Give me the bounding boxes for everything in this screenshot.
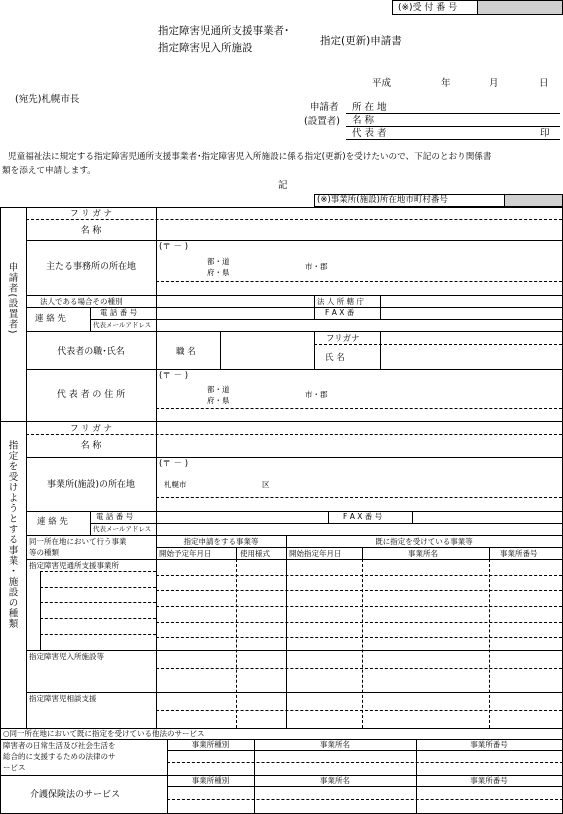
s2-name-label: 名 称 [80,441,102,451]
s1-person-name-label: 氏 名 [325,353,345,363]
s1-furigana-label: フ リ ガ ナ [69,209,113,219]
law1-number-header: 事業所番号 [470,740,508,749]
facility-section-label: 指定を受けようとする事業・施設の種類 [6,440,18,629]
s1-post-label: 職 名 [176,347,196,357]
s2-contact-label: 連 絡 先 [37,517,68,527]
date-month: 月 [489,78,499,89]
s1-postal: (〒 － ) [159,242,189,252]
s1-tel-label: 電 話 番 号 [100,308,138,317]
s2-fax-label: F A X 番 号 [343,512,383,521]
office-number-header: 事業所番号 [500,549,538,558]
s1-name-label: 名 称 [80,226,102,236]
s2-email-label: 代表メールアドレス [93,525,152,533]
s1-main-office-label: 主たる事務所の所在地 [45,262,136,272]
s1-fax-label: F A X 番 [325,308,355,317]
s2-tel-label: 電 話 番 号 [96,512,134,521]
s1-rep-address-label: 代 表 者 の 住 所 [56,390,126,400]
s1-pref1: 都・道 [207,257,230,266]
law2-type-header: 事業所種別 [191,776,230,785]
s1-email-label: 代表メールアドレス [93,321,152,329]
s1-postal2: (〒 － ) [159,371,189,381]
date-era: 平成 [372,78,392,89]
law1-line2: 総合的に支援するための法律のサ [3,752,116,761]
addressee: (宛先)札幌市長 [15,94,80,105]
s1-pref1b: 都・道 [207,385,230,394]
s1-contact-label: 連 絡 先 [35,314,66,324]
row-outpatient-support: 指定障害児通所支援事業所 [29,561,119,570]
title-right: 指定(更新)申請書 [320,35,402,47]
applicant-name-label: 名 称 [352,115,375,126]
row-consultation-support: 指定障害児相談支援 [29,694,97,703]
applicant-label-sub: (設置者) [304,116,340,127]
applicant-address-label: 所 在 地 [352,102,387,113]
title-line2: 指定障害児入所施設 [158,42,253,54]
law2-name-header: 事業所名 [320,776,350,785]
s1-city2: 市・郡 [305,390,328,399]
s2-ward: 区 [262,480,270,489]
s1-corp-type-label: 法人である場合その種別 [40,297,123,306]
s1-pref2b: 府・県 [207,396,230,405]
law1-line1: 障害者の日常生活及び社会生活を [3,741,116,750]
body-text-2: 類を添えて申請します。 [2,166,96,176]
apply-header: 指定申請をする事業等 [183,537,259,546]
s2-furigana-label: フ リ ガ ナ [69,424,113,434]
applicant-section-label: 申請者(設置者) [6,262,18,335]
municipal-code-label: (※)事業所(施設)所在地市町村番号 [317,195,448,205]
same-location-label-1: 同一所在地において行う事業 [29,537,127,546]
applicant-rep-label: 代 表 者 [352,128,387,139]
law1-type-header: 事業所種別 [191,740,230,749]
date-day: 日 [539,78,549,89]
law2-label: 介護保険法のサービス [30,790,121,800]
s1-furigana2-label: フリガナ [326,334,360,344]
municipal-code-field[interactable] [504,195,562,206]
same-location-label-2: 等の種類 [29,548,59,557]
s1-city: 市・郡 [305,262,328,271]
body-text-1: 児童福祉法に規定する指定障害児通所支援事業者･指定障害児入所施設に係る指定(更新)を受けたいので、下記のとおり関係書 [8,152,492,162]
s1-pref2: 府・県 [207,268,230,277]
start-planned-header: 開始予定年月日 [159,549,212,558]
s1-rep-title-name-label: 代表者の職･氏名 [57,347,125,357]
row-residential-facility: 指定障害児入所施設等 [29,652,104,661]
law2-number-header: 事業所番号 [470,776,508,785]
s2-postal: (〒 － ) [159,459,189,469]
receipt-number-label: (※)受 付 番 号 [398,3,458,13]
office-name-header: 事業所名 [408,549,438,558]
style-header: 使用様式 [240,549,270,558]
date-year: 年 [441,78,451,89]
applicant-label: 申請者 [310,102,339,113]
receipt-number-field[interactable] [477,1,562,14]
start-designated-header: 開始指定年月日 [289,549,342,558]
s2-sapporo: 札幌市 [164,480,187,489]
existing-header: 既に指定を受けている事業等 [375,537,473,546]
law1-line3: ービス [3,763,26,772]
s1-corp-authority-label: 法 人 所 轄 庁 [317,297,365,306]
title-line1: 指定障害児通所支援事業者･ [158,25,290,37]
s2-location-label: 事業所(施設)の所在地 [46,480,136,490]
seal-mark: 印 [540,128,550,139]
law1-name-header: 事業所名 [320,740,350,749]
other-law-services-title: ○同一所在地において既に指定を受けている他法のサービス [3,729,205,738]
ki-label: 記 [278,180,288,191]
